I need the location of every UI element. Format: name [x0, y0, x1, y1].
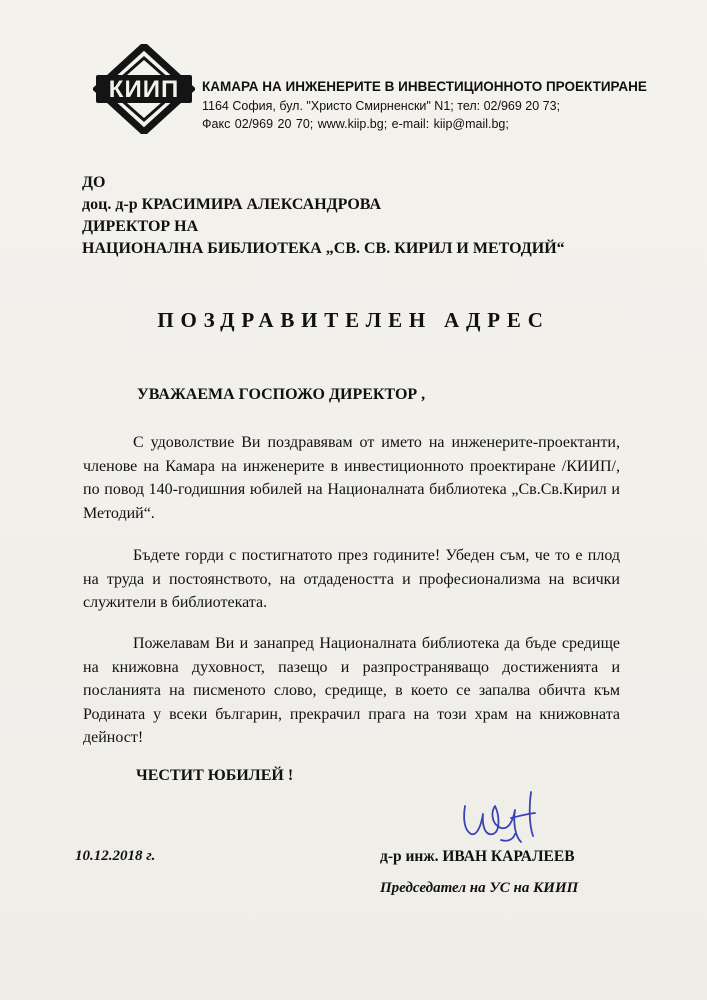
signer-name: д-р инж. ИВАН КАРАЛЕЕВ	[380, 848, 575, 865]
logo-text: КИИП	[108, 76, 180, 103]
addressee-to: ДО	[82, 174, 106, 191]
document-title: ПОЗДРАВИТЕЛЕН АДРЕС	[157, 308, 550, 332]
handwritten-signature	[455, 784, 545, 846]
addressee-name: доц. д-р КРАСИМИРА АЛЕКСАНДРОВА	[82, 196, 382, 213]
addressee-position: ДИРЕКТОР НА	[82, 218, 199, 235]
organization-contacts: Факс 02/969 20 70; www.kiip.bg; e-mail: kiip@mail.bg;	[202, 117, 509, 131]
letter-date: 10.12.2018 г.	[75, 848, 156, 864]
body-paragraph-2: Бъдете горди с постигнатото през годините! Убеден съм, че то е плод на труда и постоянството, на отдадеността и професионализма на всички служители в библиотеката.	[83, 547, 620, 611]
closing-greeting: ЧЕСТИТ ЮБИЛЕЙ !	[136, 767, 294, 784]
signer-role: Председател на УС на КИИП	[380, 880, 579, 896]
body-paragraph-3: Пожелавам Ви и занапред Националната библиотека да бъде средище на книжовна духовност, пазещо и разпространяващо достиженията и посланията на писменото слово, средище, в което се запалва обичта към Родината у всеки българин, прекрачил прага на този храм на книжовната дейност!	[83, 635, 620, 746]
addressee-institution: НАЦИОНАЛНА БИБЛИОТЕКА „СВ. СВ. КИРИЛ И МЕТОДИЙ“	[82, 240, 565, 257]
organization-name: КАМАРА НА ИНЖЕНЕРИТЕ В ИНВЕСТИЦИОННОТО ПРОЕКТИРАНЕ	[202, 79, 647, 94]
organization-address: 1164 София, бул. "Христо Смирненски" N1; тел: 02/969 20 73;	[202, 99, 561, 113]
body-paragraph-1: С удоволствие Ви поздравявам от името на инженерите-проектанти, членове на Камара на инженерите в инвестиционното проектиране /КИИП/, по повод 140-годишния юбилей на Националната библиотека „Св.Св.Кирил и Методий“.	[83, 434, 620, 522]
salutation: УВАЖАЕМА ГОСПОЖО ДИРЕКТОР ,	[137, 386, 426, 403]
kiip-logo	[93, 44, 195, 134]
